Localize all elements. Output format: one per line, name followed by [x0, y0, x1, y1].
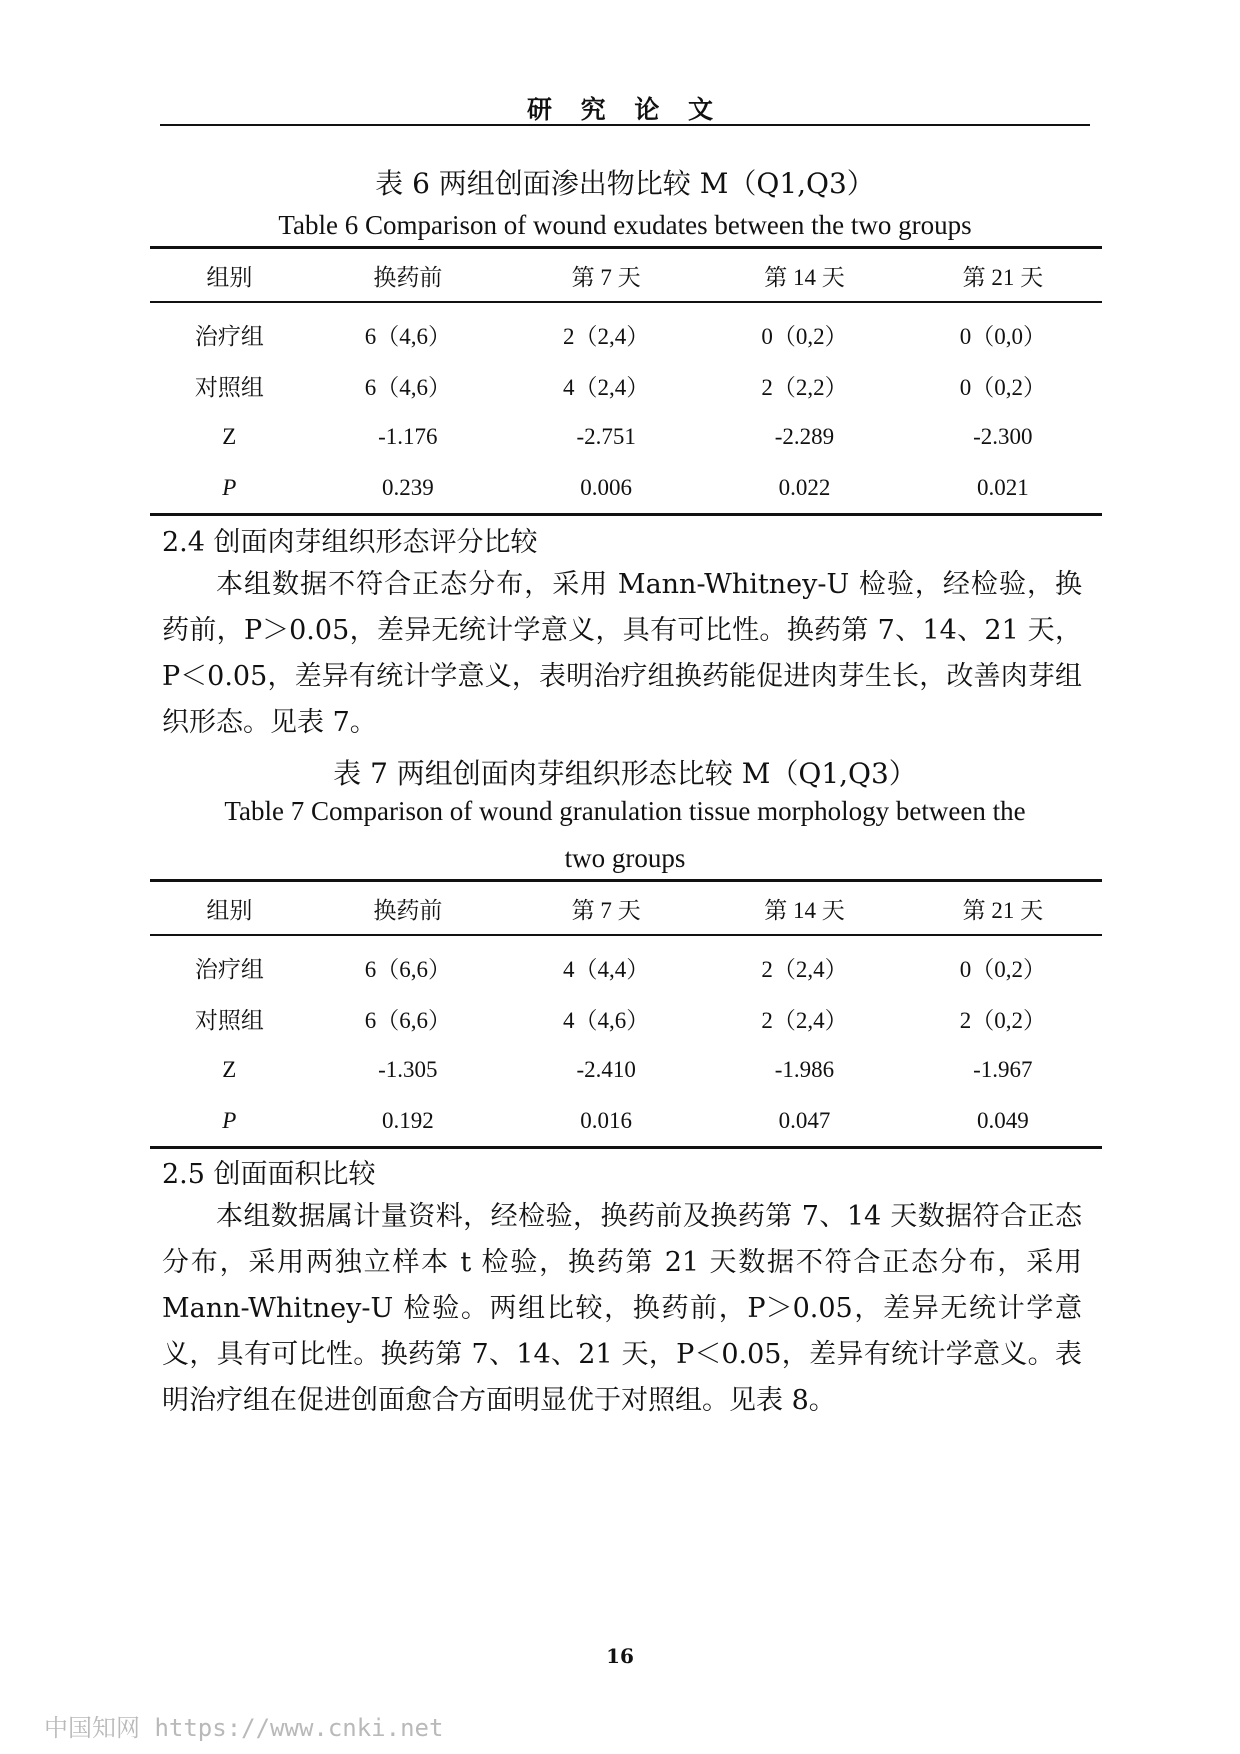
- table-cell: 0.192: [309, 1095, 507, 1148]
- table-cell: -2.410: [576, 1056, 636, 1082]
- table-cell: 6（4,6）: [364, 375, 451, 400]
- table-cell: P: [150, 462, 309, 515]
- table-cell: 4（4,4）: [563, 957, 650, 982]
- table6-caption-cn: 表 6 两组创面渗出物比较 M（Q1,Q3）: [375, 167, 875, 200]
- section-heading-2-4: 2.4 创面肉芽组织形态评分比较: [162, 527, 538, 558]
- section-2-4-paragraph: 本组数据不符合正态分布，采用 Mann-Whitney-U 检验，经检验，换药前，P＞0.05，差异无统计学意义，具有可比性。换药第 7、14、21 天，P＜0.05，差异有统计学意义，表明治疗组换药能促进肉芽生长，改善肉芽组织形态。见表 7。: [162, 569, 1082, 738]
- table6-header-row: [150, 248, 1102, 303]
- table-cell: -1.305: [378, 1056, 438, 1082]
- table-cell: 4（4,6）: [563, 1008, 650, 1033]
- table-cell: 2（2,4）: [761, 957, 848, 982]
- table-cell: P: [150, 1095, 309, 1148]
- table-cell: -2.300: [973, 423, 1033, 449]
- table-cell: 2（2,4）: [761, 1008, 848, 1033]
- table-cell: 0.016: [507, 1095, 705, 1148]
- table-cell: 对照组: [194, 375, 264, 401]
- table-cell: 0.021: [904, 462, 1102, 515]
- table-cell: 0.049: [904, 1095, 1102, 1148]
- table-cell: -2.751: [576, 423, 636, 449]
- running-head: 研 究 论 文: [526, 95, 724, 124]
- table-cell: 0（0,2）: [761, 324, 848, 349]
- table-cell: 6（4,6）: [364, 324, 451, 349]
- table7-header-cell: 组别: [150, 881, 309, 936]
- table6-header-cell: 换药前: [309, 248, 507, 303]
- table7-caption-cn: 表 7 两组创面肉芽组织形态比较 M（Q1,Q3）: [333, 757, 917, 790]
- table-row: [150, 360, 1102, 411]
- table6: [150, 246, 1102, 516]
- table-cell: 6（6,6）: [364, 1008, 451, 1033]
- table-row: [150, 1044, 1102, 1095]
- table7-caption-en-line1: Table 7 Comparison of wound granulation tissue morphology between the: [224, 796, 1026, 826]
- table7-header-cell: 第 14 天: [705, 881, 903, 936]
- table-row: [150, 411, 1102, 462]
- table-cell: 2（0,2）: [959, 1008, 1046, 1033]
- table7: [150, 879, 1102, 1149]
- table-cell: -1.176: [378, 423, 438, 449]
- table7-header-cell: 换药前: [309, 881, 507, 936]
- section-heading-2-5: 2.5 创面面积比较: [162, 1159, 376, 1190]
- table-cell: 治疗组: [194, 957, 264, 983]
- table-cell: 0.047: [705, 1095, 903, 1148]
- table-cell: 0.022: [705, 462, 903, 515]
- table6-header-cell: 组别: [150, 248, 309, 303]
- table7-caption-en-line2: two groups: [564, 843, 686, 873]
- cnki-watermark: 中国知网 https://www.cnki.net: [44, 1714, 444, 1742]
- table7-header-cell: 第 7 天: [507, 881, 705, 936]
- table-row: [150, 1095, 1102, 1148]
- table7-header-cell: 第 21 天: [904, 881, 1102, 936]
- table-cell: 0（0,0）: [959, 324, 1046, 349]
- table-cell: Z: [222, 423, 237, 449]
- table-cell: 0.006: [507, 462, 705, 515]
- table-cell: 0（0,2）: [959, 375, 1046, 400]
- table-row: [150, 993, 1102, 1044]
- table-cell: -2.289: [774, 423, 835, 449]
- table-cell: 0.239: [309, 462, 507, 515]
- table-cell: 2（2,4）: [563, 324, 650, 349]
- table6-header-cell: 第 21 天: [904, 248, 1102, 303]
- table-cell: -1.967: [973, 1056, 1033, 1082]
- table-cell: Z: [222, 1056, 237, 1082]
- table-row: [150, 462, 1102, 515]
- table7-header-row: [150, 881, 1102, 936]
- table-cell: 对照组: [194, 1008, 264, 1034]
- section-2-5-paragraph: 本组数据属计量资料，经检验，换药前及换药第 7、14 天数据符合正态分布，采用两独立样本 t 检验，换药第 21 天数据不符合正态分布，采用 Mann-Whitney-U 检验。两组比较，换药前，P＞0.05，差异无统计学意义，具有可比性。换药第 7、14、21 天，P＜0.05，差异有统计学意义。表明治疗组在促进创面愈合方面明显优于对照组。见表 8。: [162, 1201, 1082, 1416]
- table-cell: -1.986: [774, 1056, 835, 1082]
- table-cell: 0（0,2）: [959, 957, 1046, 982]
- page-number: 16: [606, 1644, 634, 1668]
- table-cell: 6（6,6）: [364, 957, 451, 982]
- table-cell: 治疗组: [194, 324, 264, 350]
- table-row: [150, 935, 1102, 993]
- table-cell: 4（2,4）: [563, 375, 650, 400]
- table6-caption-en: Table 6 Comparison of wound exudates between the two groups: [278, 210, 972, 240]
- header-rule: [160, 124, 1090, 126]
- table6-header-cell: 第 7 天: [507, 248, 705, 303]
- table6-header-cell: 第 14 天: [705, 248, 903, 303]
- table-row: [150, 302, 1102, 360]
- table-cell: 2（2,2）: [761, 375, 848, 400]
